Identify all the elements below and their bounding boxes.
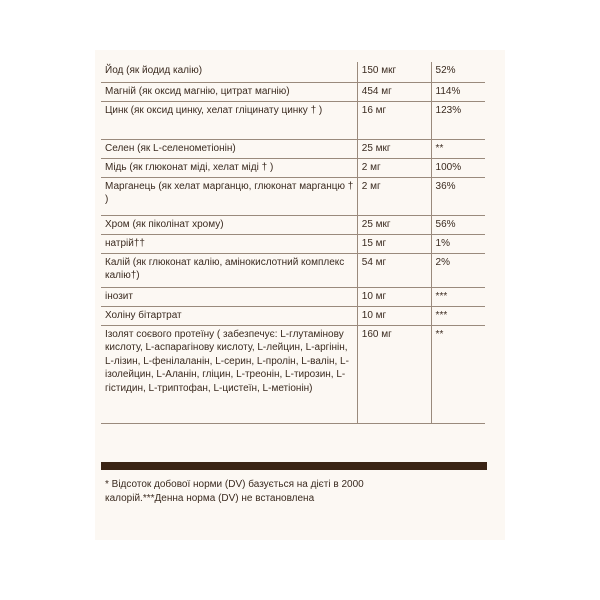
nutrient-name: Йод (як йодид калію) bbox=[101, 62, 357, 82]
nutrient-amount: 160 мг bbox=[357, 325, 431, 423]
table-row bbox=[101, 306, 485, 325]
table-row bbox=[101, 287, 485, 306]
nutrient-dv: 2% bbox=[431, 253, 485, 287]
nutrient-dv: *** bbox=[431, 306, 485, 325]
nutrient-amount: 54 мг bbox=[357, 253, 431, 287]
nutrient-name: натрій†† bbox=[101, 234, 357, 253]
nutrient-dv: ** bbox=[431, 325, 485, 423]
nutrient-table bbox=[101, 62, 485, 424]
nutrient-amount: 16 мг bbox=[357, 101, 431, 139]
nutrient-name: Холіну бітартрат bbox=[101, 306, 357, 325]
nutrient-amount: 2 мг bbox=[357, 177, 431, 215]
nutrient-name: Калій (як глюконат калію, амінокислотний комплекс калію†) bbox=[101, 253, 357, 287]
nutrient-dv: 52% bbox=[431, 62, 485, 82]
nutrient-name: Ізолят соєвого протеїну ( забезпечує: L-глутамінову кислоту, L-аспарагінову кислоту, L-лейцин, L-аргінін, L-лізин, L-фенілаланін, L-серин, L-пролін, L-валін, L-ізолейцин, L-Аланін, гліцин, L-треонін, L-тирозин, L-гістидин, L-триптофан, L-цистеїн, L-метіонін) bbox=[101, 325, 357, 423]
nutrient-amount: 25 мкг bbox=[357, 215, 431, 234]
nutrient-amount: 25 мкг bbox=[357, 139, 431, 158]
table-row bbox=[101, 139, 485, 158]
nutrient-dv: 56% bbox=[431, 215, 485, 234]
nutrient-name: Цинк (як оксид цинку, хелат гліцинату цинку † ) bbox=[101, 101, 357, 139]
nutrient-dv: 123% bbox=[431, 101, 485, 139]
table-row bbox=[101, 253, 485, 287]
table-bottom-bar bbox=[101, 462, 487, 470]
table-row bbox=[101, 82, 485, 101]
nutrient-amount: 10 мг bbox=[357, 306, 431, 325]
nutrient-name: Мідь (як глюконат міді, хелат міді † ) bbox=[101, 158, 357, 177]
table-row bbox=[101, 325, 485, 423]
nutrient-dv: *** bbox=[431, 287, 485, 306]
nutrient-name: Хром (як піколінат хрому) bbox=[101, 215, 357, 234]
nutrient-dv: 114% bbox=[431, 82, 485, 101]
nutrient-name: Селен (як L-селенометіонін) bbox=[101, 139, 357, 158]
table-row bbox=[101, 234, 485, 253]
nutrient-dv: 100% bbox=[431, 158, 485, 177]
nutrient-name: Магній (як оксид магнію, цитрат магнію) bbox=[101, 82, 357, 101]
table-row bbox=[101, 62, 485, 82]
nutrient-dv: 36% bbox=[431, 177, 485, 215]
table-row bbox=[101, 101, 485, 139]
table-row bbox=[101, 158, 485, 177]
nutrient-amount: 150 мкг bbox=[357, 62, 431, 82]
nutrient-amount: 10 мг bbox=[357, 287, 431, 306]
nutrient-amount: 454 мг bbox=[357, 82, 431, 101]
table-row bbox=[101, 177, 485, 215]
nutrient-name: Марганець (як хелат марганцю, глюконат марганцю † ) bbox=[101, 177, 357, 215]
footnote: * Відсоток добової норми (DV) базується на дієті в 2000 калорій.***Денна норма (DV) не встановлена bbox=[105, 479, 364, 504]
nutrient-name: інозит bbox=[101, 287, 357, 306]
nutrient-amount: 2 мг bbox=[357, 158, 431, 177]
nutrient-amount: 15 мг bbox=[357, 234, 431, 253]
nutrient-dv: ** bbox=[431, 139, 485, 158]
nutrient-dv: 1% bbox=[431, 234, 485, 253]
table-row bbox=[101, 215, 485, 234]
supplement-facts-panel bbox=[95, 50, 505, 540]
